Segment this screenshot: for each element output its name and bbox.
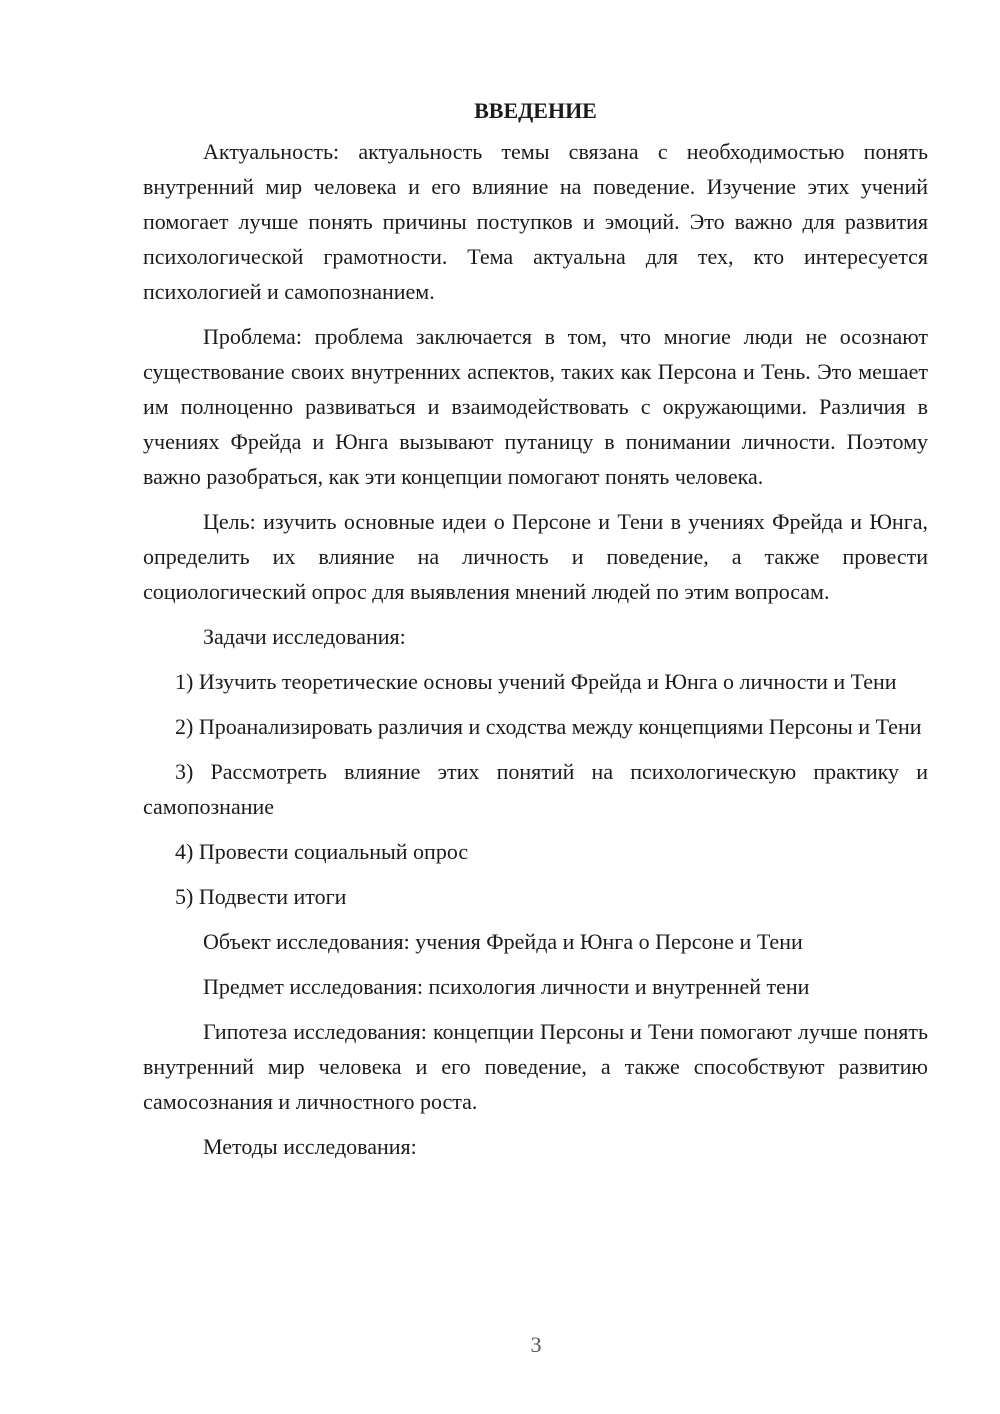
- task-item: 5) Подвести итоги: [175, 884, 347, 909]
- page-body: [143, 93, 928, 1174]
- hypothesis-paragraph: Гипотеза исследования: концепции Персоны и Тени помогают лучше понять внутренний мир человека и его поведение, а также способствуют развитию самосознания и личностного роста.: [143, 1019, 928, 1114]
- task-item: 1) Изучить теоретические основы учений Фрейда и Юнга о личности и Тени: [175, 669, 897, 694]
- goal-paragraph: Цель: изучить основные идеи о Персоне и Тени в учениях Фрейда и Юнга, определить их влияние на личность и поведение, а также провести социологический опрос для выявления мнений людей по этим вопросам.: [143, 509, 928, 604]
- methods-title: Методы исследования:: [203, 1134, 417, 1159]
- page-number: 3: [530, 1332, 542, 1357]
- tasks-list: [143, 664, 928, 914]
- task-item: 4) Провести социальный опрос: [175, 839, 469, 864]
- page-heading: ВВЕДЕНИЕ: [474, 98, 597, 123]
- task-item: 2) Проанализировать различия и сходства между концепциями Персоны и Тени: [175, 714, 922, 739]
- object-line: Объект исследования: учения Фрейда и Юнга о Персоне и Тени: [203, 929, 803, 954]
- relevance-paragraph: Актуальность: актуальность темы связана с необходимостью понять внутренний мир человека и его влияние на поведение. Изучение этих учений помогает лучше понять причины поступков и эмоций. Это важно для развития психологической грамотности. Тема актуальна для тех, кто интересуется психологией и самопознанием.: [143, 139, 928, 304]
- problem-paragraph: Проблема: проблема заключается в том, что многие люди не осознают существование своих внутренних аспектов, таких как Персона и Тень. Это мешает им полноценно развиваться и взаимодействовать с окружающими. Различия в учениях Фрейда и Юнга вызывают путаницу в понимании личности. Поэтому важно разобраться, как эти концепции помогают понять человека.: [143, 324, 928, 489]
- subject-line: Предмет исследования: психология личности и внутренней тени: [203, 974, 810, 999]
- task-item: 3) Рассмотреть влияние этих понятий на психологическую практику и самопознание: [143, 759, 928, 819]
- tasks-title: Задачи исследования:: [203, 624, 406, 649]
